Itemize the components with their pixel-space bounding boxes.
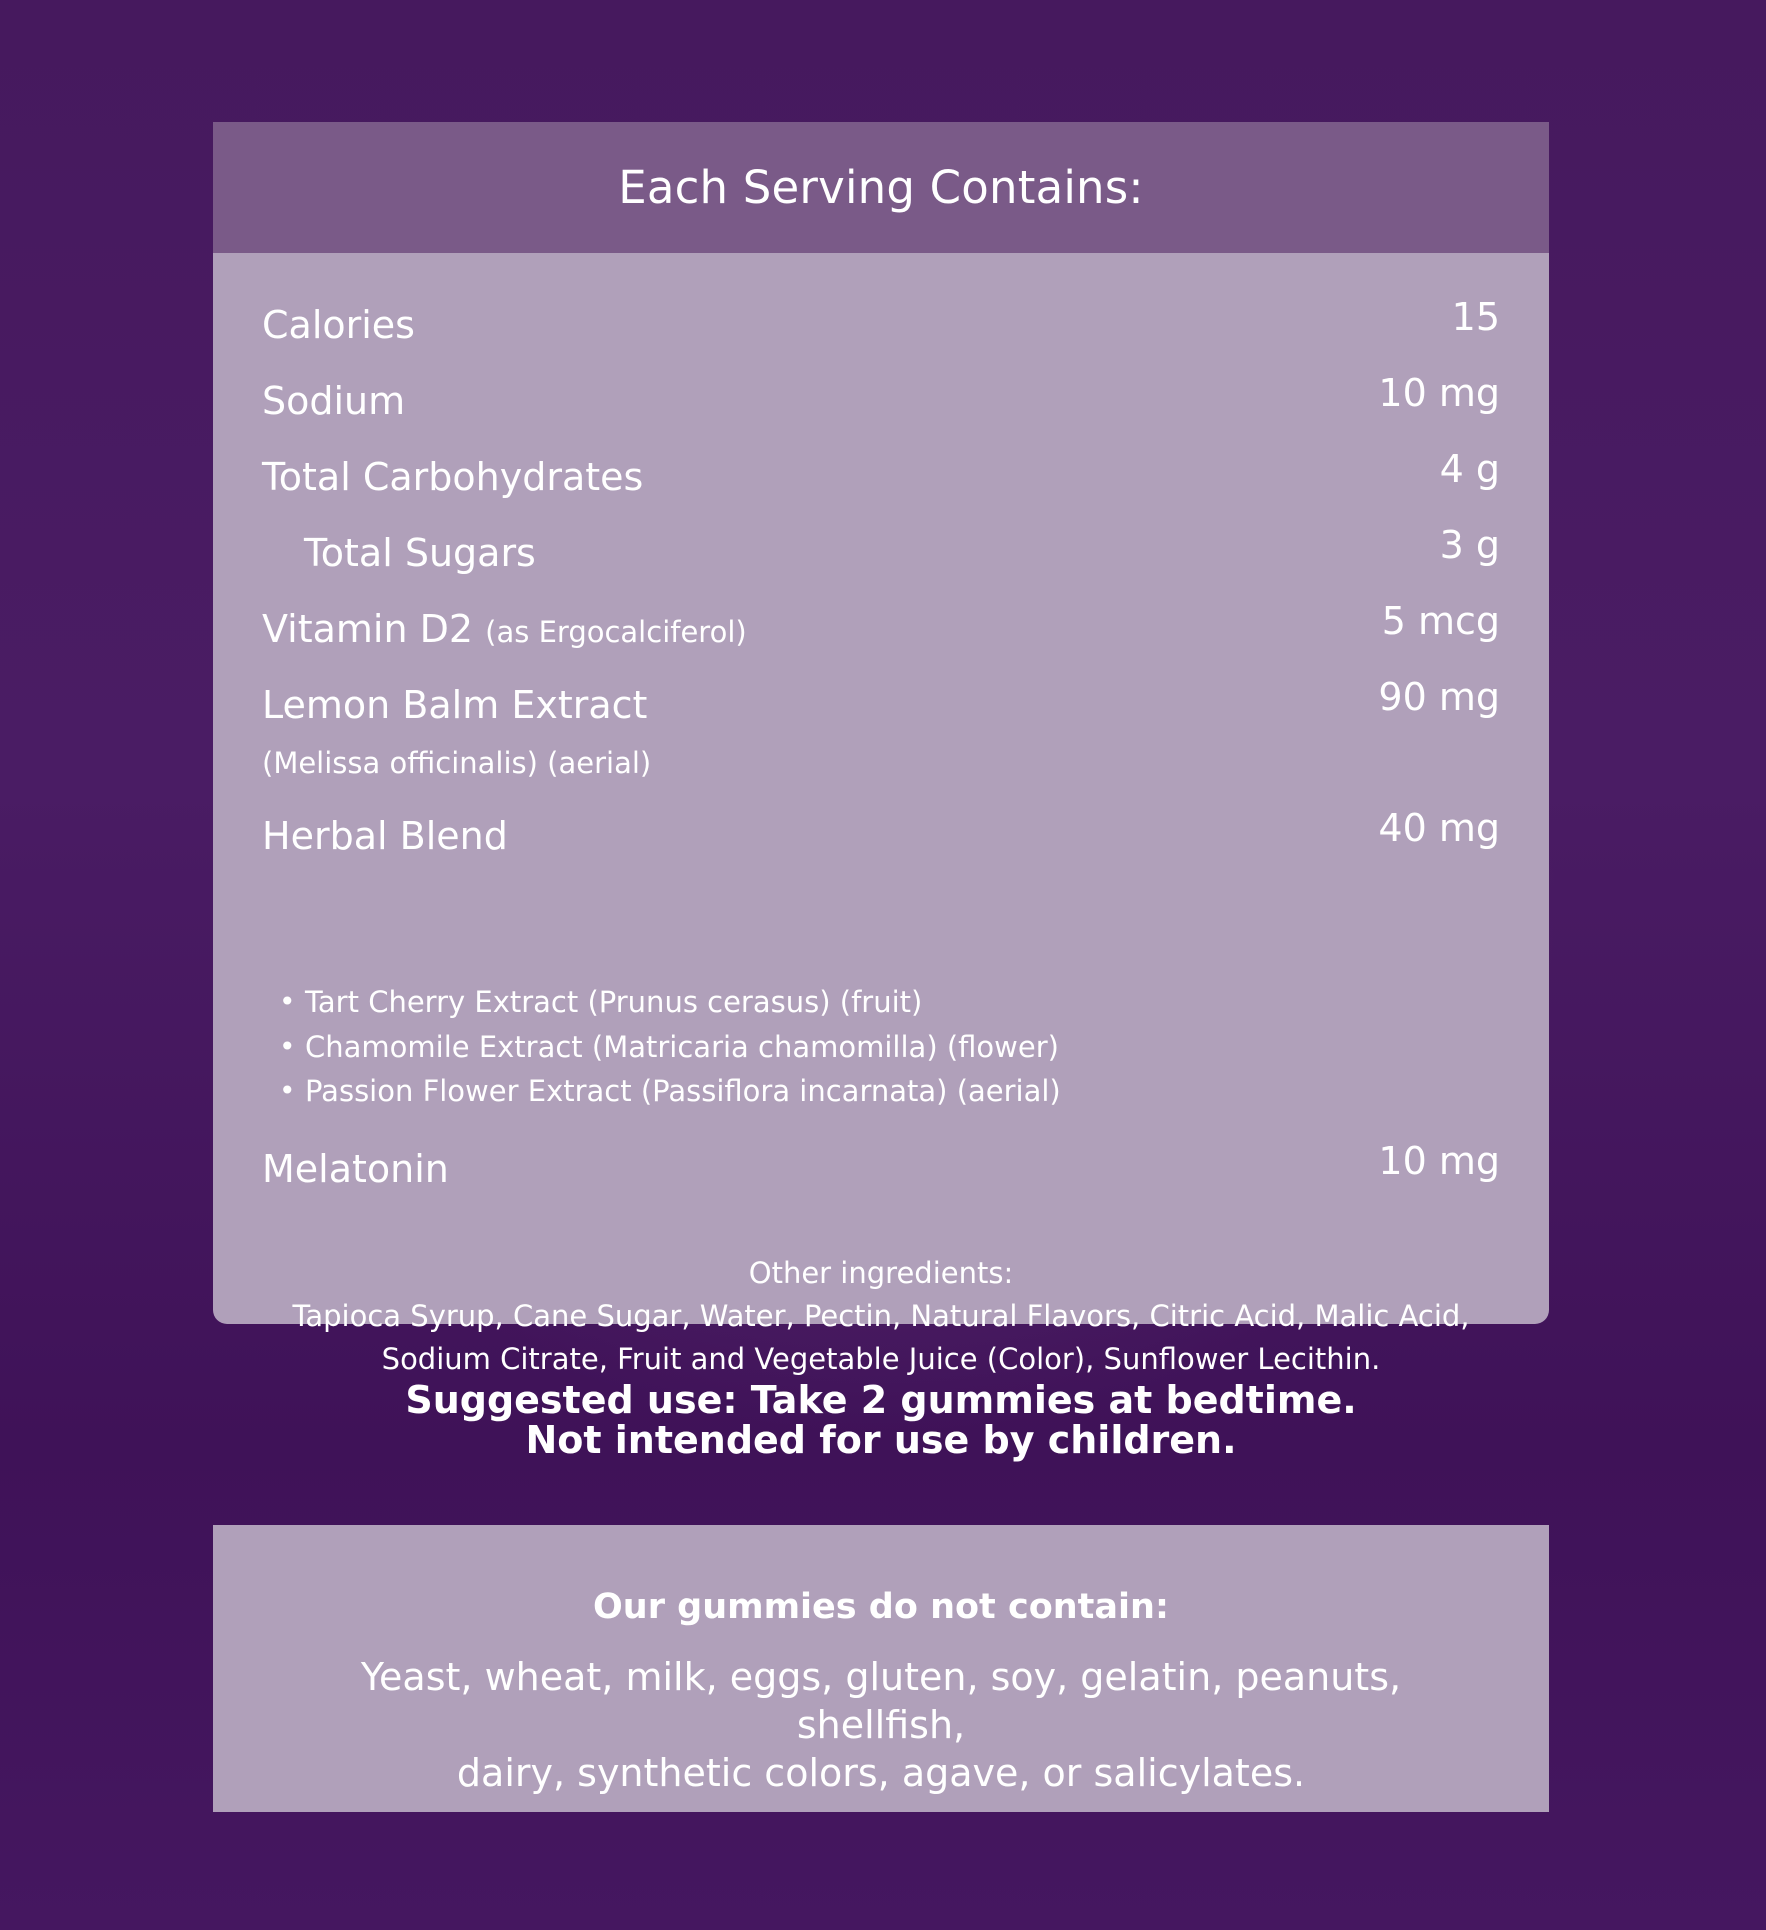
nutrient-row-calories	[262, 295, 1500, 348]
nutrient-name: Vitamin D2	[262, 607, 474, 651]
nutrient-amount: 3 g	[1439, 523, 1500, 567]
herbal-blend-list	[279, 980, 1061, 1114]
blend-ingredient: Passion Flower Extract (Passiflora incarnata) (aerial)	[305, 1074, 1061, 1108]
nutrient-row-total-sugars	[262, 523, 1500, 576]
other-ingredients-line: Sodium Citrate, Fruit and Vegetable Juice (Color), Sunflower Lecithin.	[381, 1342, 1381, 1376]
nutrient-row-melatonin	[262, 1139, 1500, 1192]
other-ingredients-line: Tapioca Syrup, Cane Sugar, Water, Pectin, Natural Flavors, Citric Acid, Malic Acid,	[292, 1299, 1470, 1333]
nutrient-amount: 40 mg	[1378, 806, 1500, 850]
nutrient-name: Total Sugars	[304, 531, 536, 575]
free-from-text	[273, 1653, 1489, 1797]
nutrient-row-sodium	[262, 371, 1500, 424]
nutrient-name-group	[262, 606, 747, 655]
nutrient-name: Melatonin	[262, 1147, 449, 1191]
bullet-icon: •	[279, 1029, 296, 1063]
blend-ingredient: Tart Cherry Extract (Prunus cerasus) (fruit)	[305, 985, 923, 1019]
nutrient-note: (as Ergocalciferol)	[485, 615, 747, 649]
free-from-box	[213, 1525, 1549, 1812]
nutrient-amount: 5 mcg	[1381, 599, 1500, 643]
nutrient-row-total-carbohydrates	[262, 447, 1500, 500]
nutrient-row-vitamin-d2	[262, 599, 1500, 655]
nutrient-name: Herbal Blend	[262, 814, 508, 858]
panel-title: Each Serving Contains:	[618, 161, 1144, 214]
nutrient-name: Sodium	[262, 379, 406, 423]
supplement-facts-panel	[213, 122, 1549, 1376]
panel-header	[213, 122, 1549, 253]
other-ingredients-label: Other ingredients:	[748, 1256, 1014, 1290]
nutrient-name: Lemon Balm Extract	[262, 683, 648, 727]
bullet-icon: •	[279, 985, 296, 1018]
nutrient-name: Calories	[262, 303, 415, 347]
nutrient-amount: 15	[1451, 295, 1500, 339]
suggested-use-line: Suggested use: Take 2 gummies at bedtime.	[405, 1378, 1357, 1422]
nutrient-amount: 90 mg	[1378, 675, 1500, 719]
nutrient-amount: 10 mg	[1378, 371, 1500, 415]
bullet-icon: •	[279, 1074, 296, 1107]
list-item	[279, 1025, 1061, 1070]
list-item	[279, 1069, 1061, 1114]
nutrient-row-lemon-balm	[262, 675, 1500, 728]
free-from-line: Yeast, wheat, milk, eggs, gluten, soy, gelatin, peanuts, shellfish,	[360, 1655, 1402, 1747]
nutrient-name: Total Carbohydrates	[262, 455, 644, 499]
free-from-title: Our gummies do not contain:	[593, 1587, 1169, 1627]
free-from-line: dairy, synthetic colors, agave, or salicylates.	[456, 1751, 1306, 1795]
nutrient-row-herbal-blend	[262, 806, 1500, 859]
suggested-use	[213, 1380, 1549, 1460]
warning-line: Not intended for use by children.	[525, 1418, 1237, 1462]
nutrient-amount: 10 mg	[1378, 1139, 1500, 1183]
nutrient-source-note: (Melissa officinalis) (aerial)	[262, 746, 652, 780]
blend-ingredient: Chamomile Extract (Matricaria chamomilla) (flower)	[305, 1029, 1059, 1064]
nutrient-amount: 4 g	[1439, 447, 1500, 491]
other-ingredients	[233, 1252, 1529, 1381]
list-item	[279, 980, 1061, 1025]
